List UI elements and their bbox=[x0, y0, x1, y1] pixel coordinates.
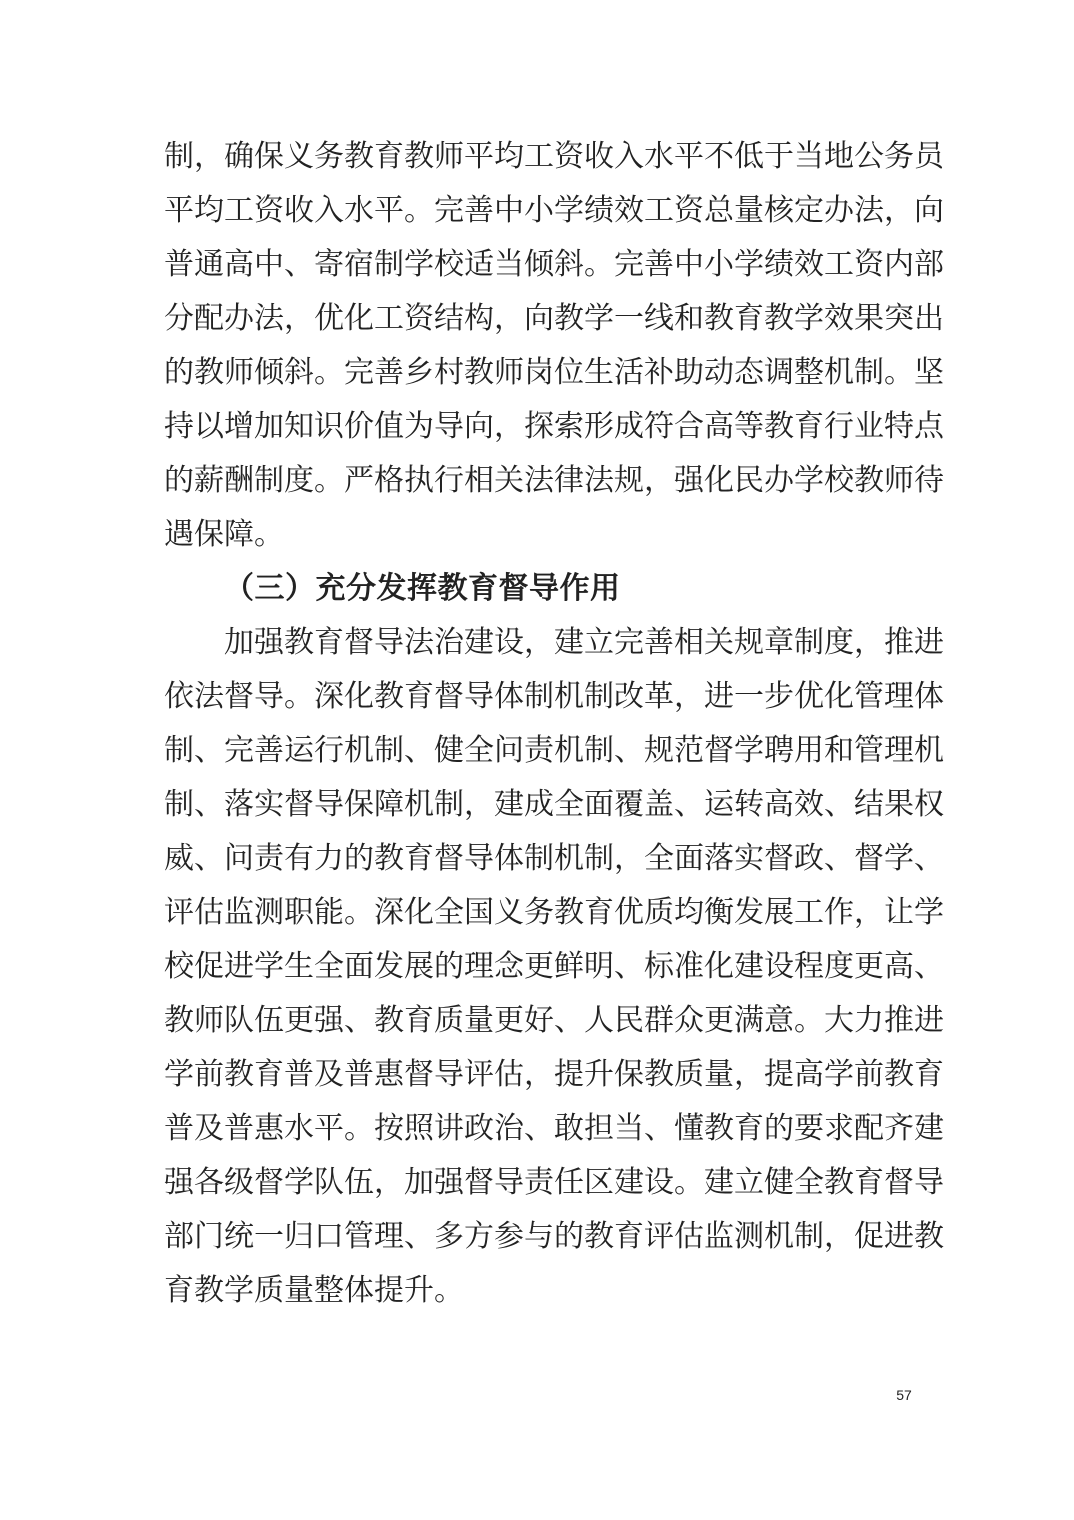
text-line: 依法督导。深化教育督导体制机制改革，进一步优化管理体 bbox=[164, 679, 944, 714]
text-line: 校促进学生全面发展的理念更鲜明、标准化建设程度更高、 bbox=[164, 949, 944, 984]
text-line: 普及普惠水平。按照讲政治、敢担当、懂教育的要求配齐建 bbox=[164, 1111, 944, 1146]
text-line: 遇保障。 bbox=[164, 517, 284, 552]
paragraph-first-line: 加强教育督导法治建设，建立完善相关规章制度，推进 bbox=[224, 625, 944, 660]
text-line: 制、落实督导保障机制，建成全面覆盖、运转高效、结果权 bbox=[164, 787, 944, 822]
text-line: 制，确保义务教育教师平均工资收入水平不低于当地公务员 bbox=[164, 139, 944, 174]
text-line: 评估监测职能。深化全国义务教育优质均衡发展工作，让学 bbox=[164, 895, 944, 930]
text-line: 平均工资收入水平。完善中小学绩效工资总量核定办法，向 bbox=[164, 193, 944, 228]
text-line: 普通高中、寄宿制学校适当倾斜。完善中小学绩效工资内部 bbox=[164, 247, 944, 282]
text-line: 制、完善运行机制、健全问责机制、规范督学聘用和管理机 bbox=[164, 733, 944, 768]
text-line: 学前教育普及普惠督导评估，提升保教质量，提高学前教育 bbox=[164, 1057, 944, 1092]
text-line: 育教学质量整体提升。 bbox=[164, 1273, 464, 1308]
text-line: 教师队伍更强、教育质量更好、人民群众更满意。大力推进 bbox=[164, 1003, 944, 1038]
body-text bbox=[164, 130, 944, 1318]
text-line: 的教师倾斜。完善乡村教师岗位生活补助动态调整机制。坚 bbox=[164, 355, 944, 390]
section-heading: （三）充分发挥教育督导作用 bbox=[224, 571, 621, 606]
text-line: 持以增加知识价值为导向，探索形成符合高等教育行业特点 bbox=[164, 409, 944, 444]
text-line: 部门统一归口管理、多方参与的教育评估监测机制，促进教 bbox=[164, 1219, 944, 1254]
text-line: 威、问责有力的教育督导体制机制，全面落实督政、督学、 bbox=[164, 841, 944, 876]
text-line: 分配办法，优化工资结构，向教学一线和教育教学效果突出 bbox=[164, 301, 944, 336]
text-line: 的薪酬制度。严格执行相关法律法规，强化民办学校教师待 bbox=[164, 463, 944, 498]
text-line: 强各级督学队伍，加强督导责任区建设。建立健全教育督导 bbox=[164, 1165, 944, 1200]
page-number: 57 bbox=[896, 1387, 912, 1403]
